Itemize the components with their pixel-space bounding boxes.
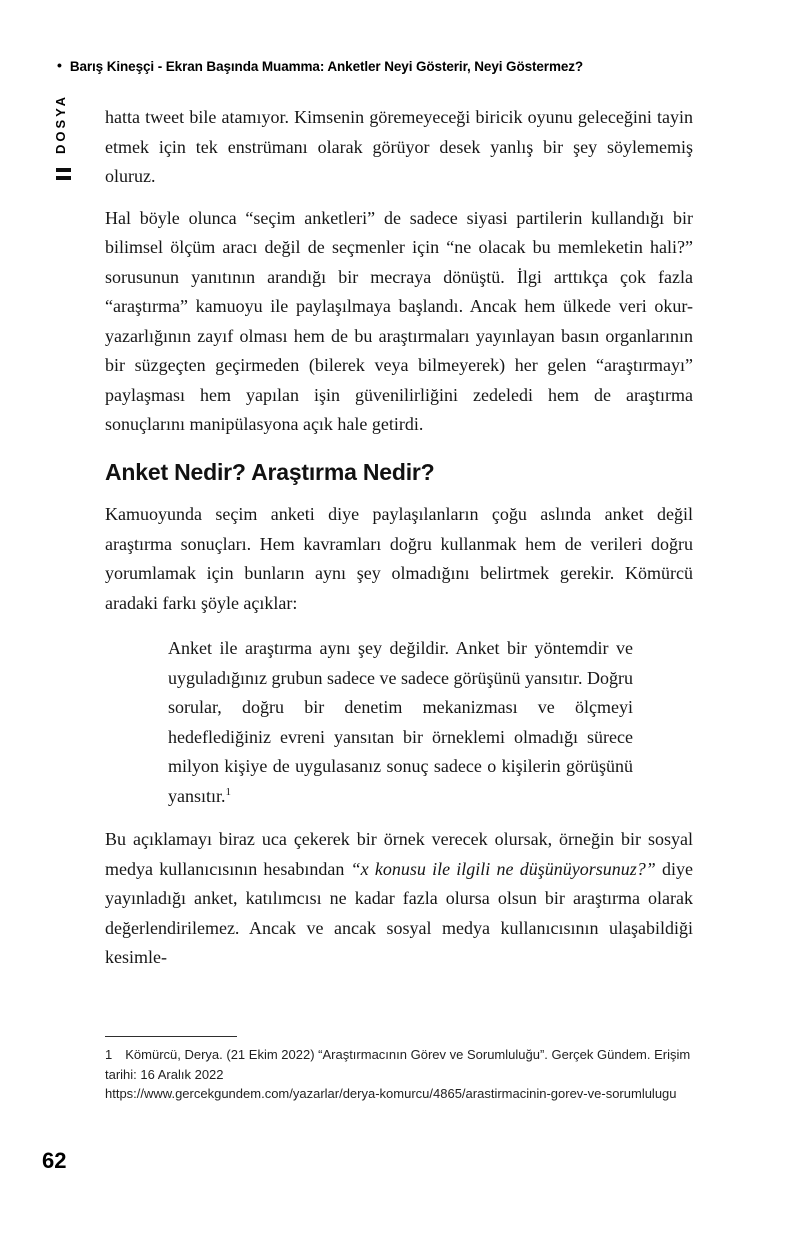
side-tag-label: DOSYA	[53, 94, 68, 155]
side-tag-bar	[56, 176, 71, 180]
running-header	[57, 58, 758, 74]
bullet-icon: •	[57, 57, 62, 73]
footnote-block	[105, 1036, 693, 1104]
header-author: Barış Kineşçi	[69, 59, 155, 74]
block-quote-text: Anket ile araştırma aynı şey değildir. Anket bir yöntemdir ve uyguladığınız grubun sadece ve sadece görüşünü yansıtır. Doğru sorular, doğru bir denetim mekanizması ve ölçmeyi hedeflediğiniz evreni yansıtan bir örneklemi olmadığı sürece milyon kişiye de uygulasanız sonuç sadece o kişilerin görüşünü yansıtır.	[168, 638, 633, 806]
paragraph-4-text: diye yayınladığı anket, katılımcısı ne kadar fazla olursa olsun bir araştırma olarak değerlendirilemez. Ancak ve ancak sosyal medya kullanıcısının ulaşabildiği kesimle-	[105, 858, 693, 967]
section-heading: Anket Nedir? Araştırma Nedir?	[105, 458, 435, 485]
side-tag-bars	[56, 168, 71, 184]
header-chapter-title: Ekran Başında Muamma: Anketler Neyi Gösterir, Neyi Göstermez?	[165, 59, 584, 74]
paragraph-4	[105, 825, 693, 973]
page-number: 62	[42, 1148, 67, 1173]
header-separator: -	[154, 59, 166, 74]
footnote-entry	[105, 1045, 693, 1104]
paragraph-4-text: Bu açıklamayı biraz uca çekerek bir örnek verecek olursak, örneğin bir sosyal medya kullanıcısının hesabından	[105, 829, 693, 879]
side-tag-bar	[56, 168, 71, 172]
paragraph-3: Kamuoyunda seçim anketi diye paylaşılanların çoğu aslında anket değil araştırma sonuçları. Hem kavramları doğru kullanmak hem de verileri doğru yorumlamak için bunların aynı şey olmadığını belirtmek gerekir. Kömürcü aradaki farkı şöyle açıklar:	[105, 504, 693, 613]
footnote-divider	[105, 1036, 237, 1037]
body-text-column	[105, 103, 693, 985]
footnote-url: https://www.gercekgundem.com/yazarlar/derya-komurcu/4865/arastirmacinin-gorev-ve-sorumlulugu	[105, 1086, 677, 1101]
paragraph-2: Hal böyle olunca “seçim anketleri” de sadece siyasi partilerin kullandığı bir bilimsel ölçüm aracı değil de seçmenler için “ne olacak bu memleketin hali?” sorusunun yanıtının arandığı bir mecraya dönüştü. İlgi arttıkça çok fazla “araştırma” kamuoyu ile paylaşılmaya başlandı. Ancak hem ülkede veri okur-yazarlığının zayıf olması hem de bu araştırmaları yayınlayan basın organlarının bir süzgeçten geçirmeden (bilerek veya bilmeyerek) her gelen “araştırmayı” paylaşması hem yapılan işin güvenilirliğini zedeledi hem de araştırma sonuçlarını manipülasyona açık hale getirdi.	[105, 207, 693, 434]
footnote-text: Kömürcü, Derya. (21 Ekim 2022) “Araştırmacının Görev ve Sorumluluğu”. Gerçek Gündem. Erişim tarihi: 16 Aralık 2022	[105, 1047, 691, 1082]
footnote-number: 1	[105, 1047, 113, 1062]
paragraph-4-italic-quote: “x konusu ile ilgili ne düşünüyorsunuz?”	[350, 858, 656, 879]
paragraph-1: hatta tweet bile atamıyor. Kimsenin göremeyeceği biricik oyunu geleceğini tayin etmek için tek enstrümanı olarak görüyor desek yanlış bir şey söylememiş oluruz.	[105, 107, 693, 186]
side-section-tag	[53, 94, 73, 164]
block-quote	[168, 634, 633, 811]
footnote-reference-mark: 1	[225, 785, 231, 798]
